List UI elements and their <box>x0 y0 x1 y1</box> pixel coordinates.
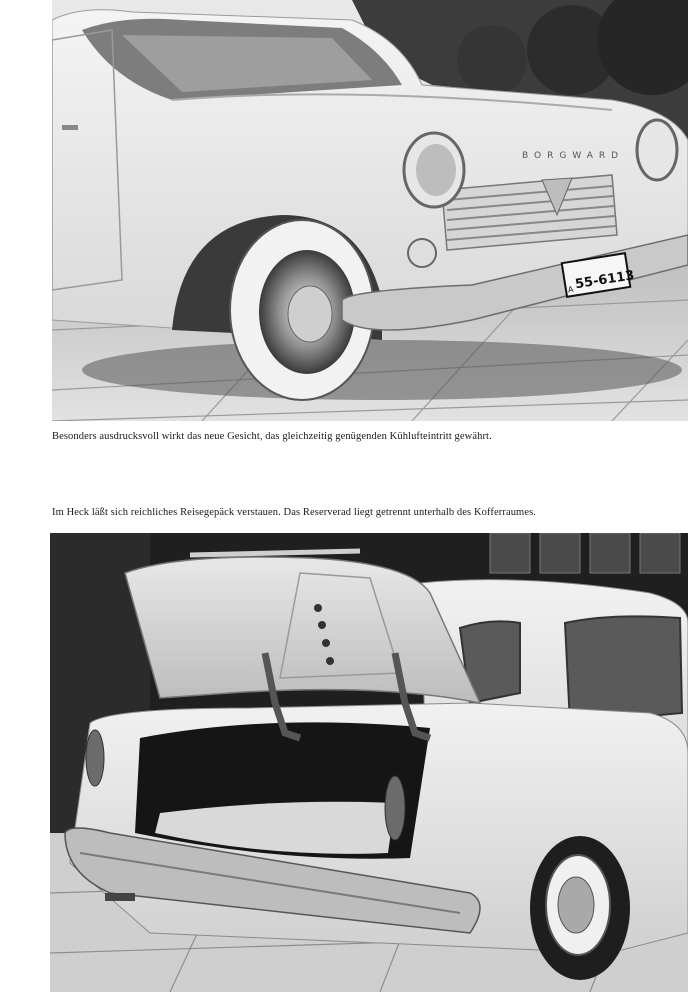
caption-front-photo: Besonders ausdrucksvoll wirkt das neue Gesicht, das gleichzeitig genügenden Kühlufteintritt gewährt. <box>52 431 492 442</box>
license-plate-number: 55-6113 <box>574 268 636 293</box>
car-rear-image <box>50 533 688 992</box>
plate-prefix: A <box>567 284 575 295</box>
photo-car-rear-trunk <box>50 533 688 992</box>
photo-car-front <box>52 0 688 421</box>
car-front-image <box>52 0 688 421</box>
caption-rear-photo: Im Heck läßt sich reichliches Reisegepäck verstauen. Das Reserverad liegt getrennt unterhalb des Kofferraumes. <box>52 507 536 518</box>
grille-lettering: BORGWARD <box>522 151 625 161</box>
